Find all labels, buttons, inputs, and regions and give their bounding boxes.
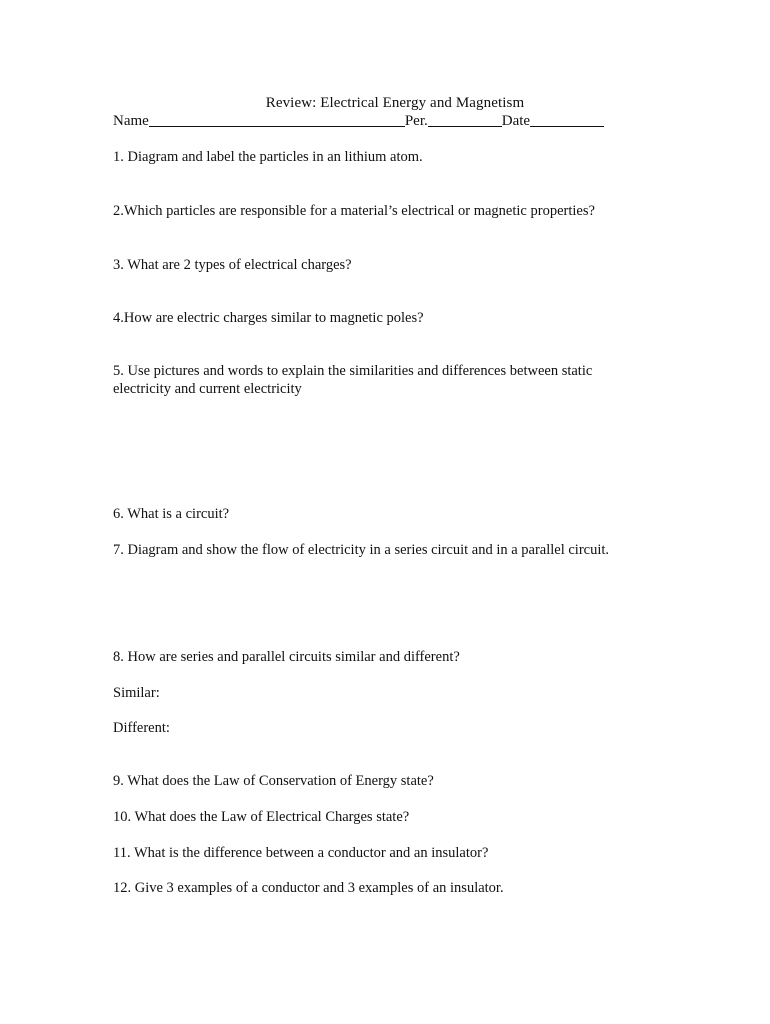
question-5: 5. Use pictures and words to explain the similarities and differences between static electricity and current electricity bbox=[113, 363, 593, 397]
period-blank bbox=[428, 112, 502, 127]
period-label: Per. bbox=[404, 113, 428, 129]
question-10: 10. What does the Law of Electrical Charges state? bbox=[113, 809, 410, 825]
question-6: 6. What is a circuit? bbox=[113, 506, 230, 522]
question-4: 4.How are electric charges similar to magnetic poles? bbox=[113, 310, 424, 326]
question-1: 1. Diagram and label the particles in an lithium atom. bbox=[113, 149, 423, 165]
similar-label: Similar: bbox=[113, 685, 160, 701]
question-2: 2.Which particles are responsible for a material’s electrical or magnetic properties? bbox=[113, 203, 595, 219]
question-3: 3. What are 2 types of electrical charges? bbox=[113, 257, 352, 273]
question-11: 11. What is the difference between a conductor and an insulator? bbox=[113, 845, 489, 861]
question-9: 9. What does the Law of Conservation of Energy state? bbox=[113, 773, 434, 789]
name-label: Name bbox=[113, 113, 149, 129]
date-blank bbox=[530, 112, 604, 127]
student-info-line bbox=[113, 111, 604, 131]
page-title: Review: Electrical Energy and Magnetism bbox=[265, 95, 525, 111]
date-label: Date bbox=[501, 113, 531, 129]
question-7: 7. Diagram and show the flow of electricity in a series circuit and in a parallel circuit. bbox=[113, 542, 610, 558]
name-blank bbox=[149, 112, 405, 127]
question-8: 8. How are series and parallel circuits similar and different? bbox=[113, 649, 460, 665]
question-12: 12. Give 3 examples of a conductor and 3 examples of an insulator. bbox=[113, 880, 504, 896]
different-label: Different: bbox=[113, 720, 170, 736]
